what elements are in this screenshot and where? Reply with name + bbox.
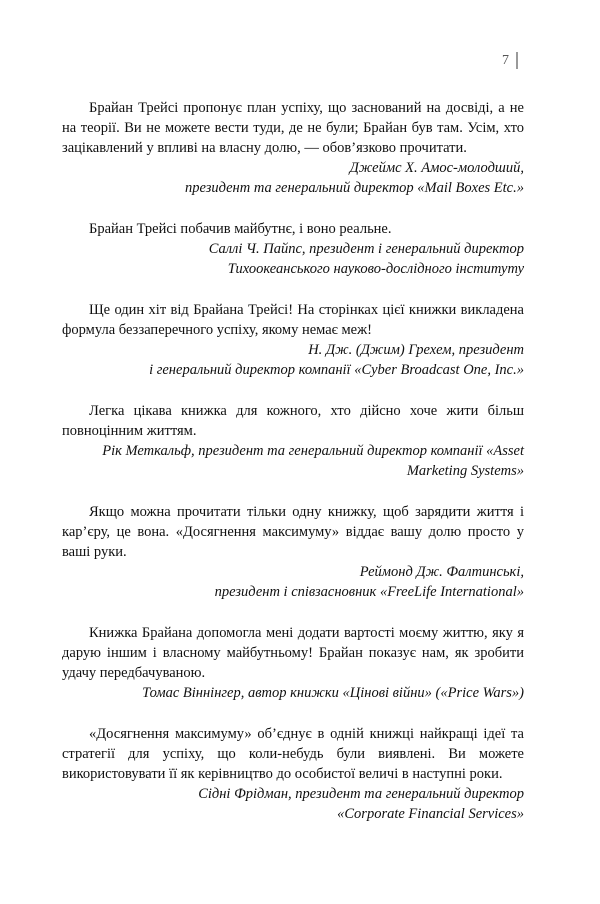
testimonial xyxy=(62,623,524,703)
testimonial-text: Брайан Трейсі побачив майбутнє, і воно реальне. xyxy=(89,221,392,237)
testimonial-attribution xyxy=(62,683,524,703)
testimonial-attribution xyxy=(62,239,524,279)
testimonial xyxy=(62,401,524,481)
testimonial-attribution xyxy=(62,784,524,824)
attribution-line: і генеральний директор компанії «Cyber Broadcast One, Inc.» xyxy=(149,362,524,378)
attribution-line: «Corporate Financial Services» xyxy=(337,806,524,822)
testimonial-attribution xyxy=(62,441,524,481)
testimonial-text: Якщо можна прочитати тільки одну книжку, щоб зарядити життя і кар’єру, це вона. «Досягнення максимуму» віддає вашу долю просто у ваші руки. xyxy=(62,504,524,560)
page-header xyxy=(502,52,518,69)
testimonial xyxy=(62,98,524,198)
testimonial-attribution xyxy=(62,562,524,602)
attribution-line: Джеймс Х. Амос-молодший, xyxy=(349,160,524,176)
testimonial-text: Книжка Брайана допомогла мені додати вартості моєму життю, яку я дарую іншим і власному майбутньому! Брайан показує нам, як зробити удачу передбачуваною. xyxy=(62,625,524,681)
page-number-rule xyxy=(516,52,518,69)
testimonial-text: «Досягнення максимуму» об’єднує в одній книжці найкращі ідеї та стратегії для успіху, що коли-небудь були виявлені. Ви можете використовувати її як керівництво до особистої величі в наступні роки. xyxy=(62,726,524,782)
attribution-line: президент і співзасновник «FreeLife International» xyxy=(214,584,524,600)
attribution-line: президент та генеральний директор «Mail Boxes Etc.» xyxy=(184,180,524,196)
attribution-line: Тихоокеанського науково-дослідного інституту xyxy=(227,261,524,277)
testimonial-attribution xyxy=(62,340,524,380)
testimonial xyxy=(62,724,524,824)
testimonials-list xyxy=(62,98,524,845)
testimonial-attribution xyxy=(62,158,524,198)
attribution-line: Саллі Ч. Пайпс, президент і генеральний директор xyxy=(208,241,524,257)
attribution-line: Н. Дж. (Джим) Грехем, президент xyxy=(308,342,524,358)
testimonial-text: Брайан Трейсі пропонує план успіху, що заснований на досвіді, а не на теорії. Ви не можете вести туди, де не були; Брайан був там. Усім, хто зацікавлений у впливі на власну долю, — обов’язково прочитати. xyxy=(62,100,524,156)
testimonial xyxy=(62,502,524,602)
attribution-line: Томас Віннінгер, автор книжки «Цінові війни» («Price Wars») xyxy=(142,685,524,701)
attribution-line: Сідні Фрідман, президент та генеральний директор xyxy=(198,786,524,802)
page-number: 7 xyxy=(502,52,509,68)
testimonial-text: Легка цікава книжка для кожного, хто дійсно хоче жити більш повноцінним життям. xyxy=(62,403,524,439)
attribution-line: Рік Меткальф, президент та генеральний директор компанії «Asset xyxy=(102,443,524,459)
testimonial xyxy=(62,300,524,380)
attribution-line: Marketing Systems» xyxy=(406,463,524,479)
attribution-line: Реймонд Дж. Фалтинські, xyxy=(359,564,524,580)
testimonial-text: Ще один хіт від Брайана Трейсі! На сторінках цієї книжки викладена формула беззаперечного успіху, якому немає меж! xyxy=(62,302,524,338)
testimonial xyxy=(62,219,524,279)
